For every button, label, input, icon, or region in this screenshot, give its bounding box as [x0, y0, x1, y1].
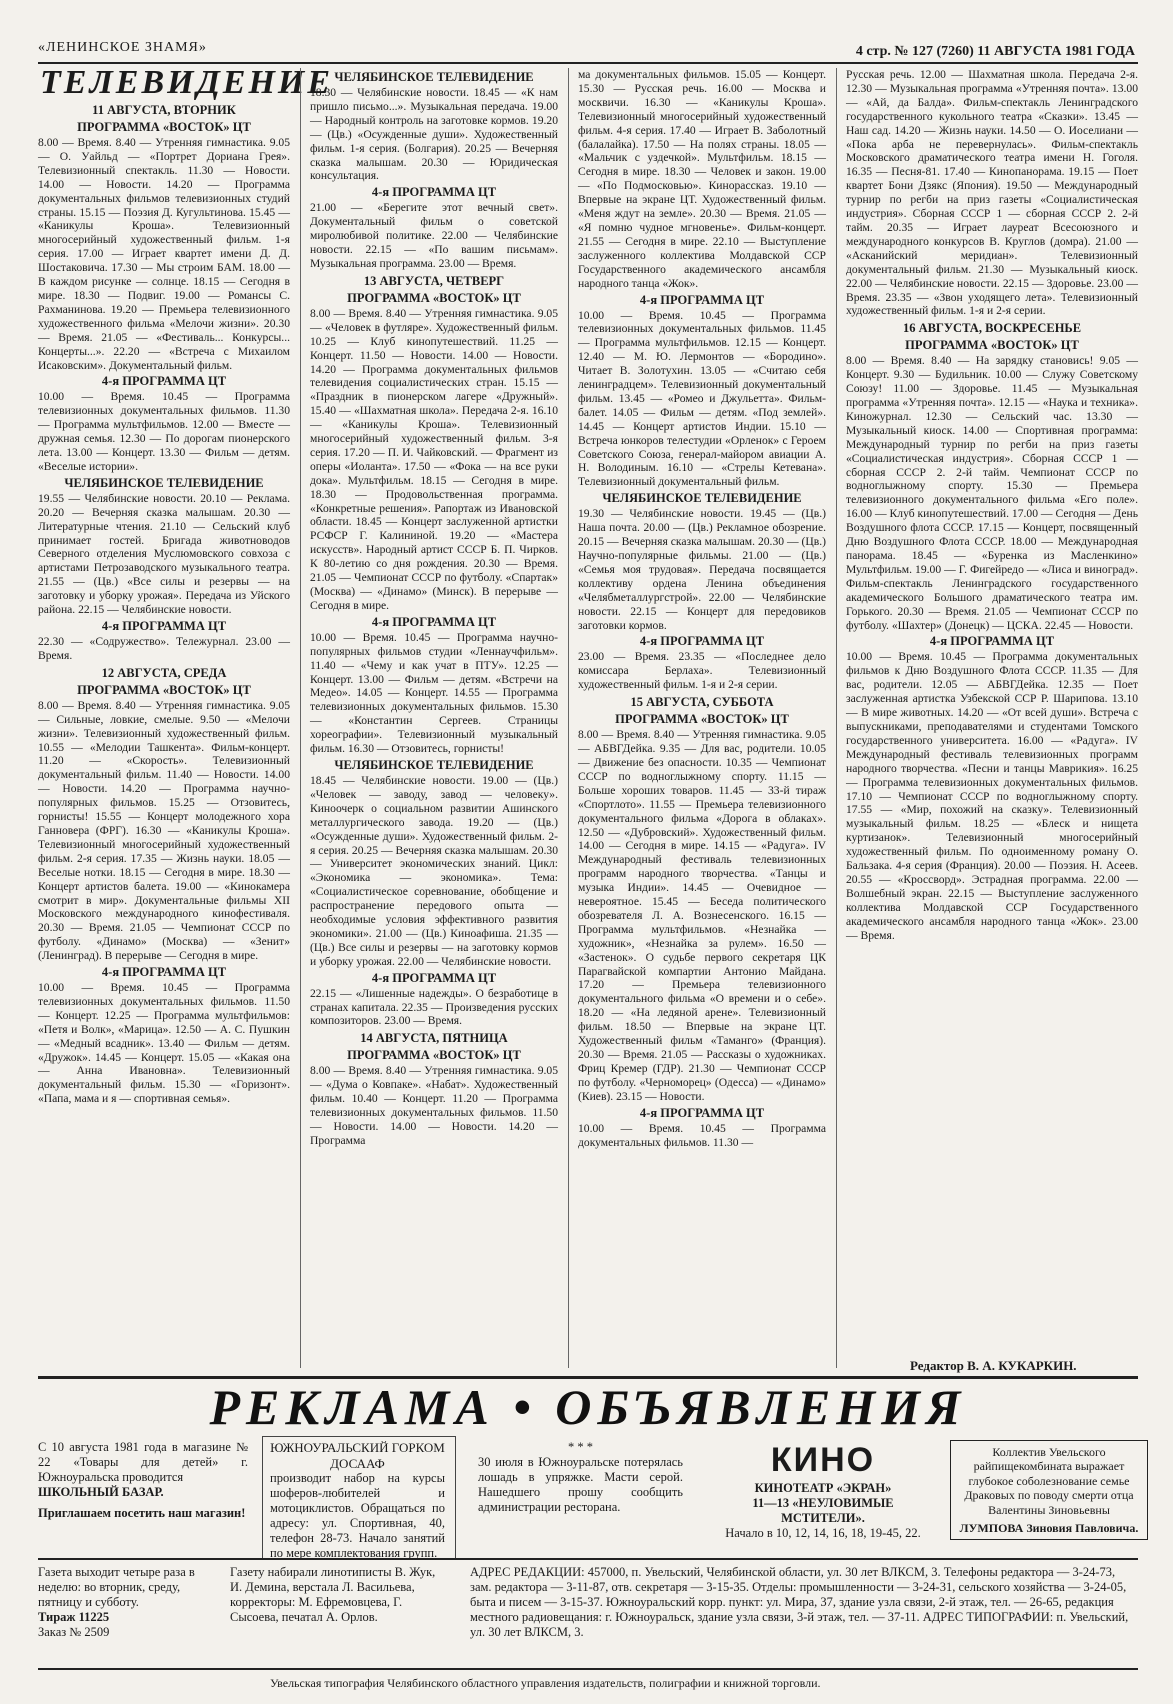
- program-heading: 4-я ПРОГРАММА ЦТ: [639, 1105, 765, 1120]
- issue-line: 4 стр. № 127 (7260) 11 АВГУСТА 1981 ГОДА: [855, 44, 1135, 59]
- ad-name: ЛУМПОВА Зиновия Павловича.: [959, 1520, 1139, 1535]
- ad-invite: Приглашаем посетить наш магазин!: [38, 1506, 246, 1520]
- program-heading: ПРОГРАММА «ВОСТОК» ЦТ: [77, 120, 251, 134]
- schedule-text: Русская речь. 12.00 — Шахматная школа. Передача 2-я. 12.30 — Музыкальная программа «Утренняя почта». 13.00 — «Ай, да Балда». Фильм-спектакль Ленинградского государственного кукольного театра «Сказки». 13.45 — Наш сад. 14.20 — Жизнь науки. 14.50 — О. Иоселиани — «Пока арба не перевернулась». Фильм-спектакль Московского драматического театра имени Н. Гоголя. 16.35 — Песня-81. 17.40 — Кинопанорама. 19.15 — Поет квартет Бони Дзякс (Япония). 19.50 — Международный турнир по регби на приз газеты «Социалистическая индустрия». Сборная СССР 1 — сборная СССР 2. 2-й тайм. 20.35 — Играет лауреат Всесоюзного и международного конкурсов В. Круглов (домра). 21.00 — «Асканийский меридиан». Телевизионный документальный фильм. 21.30 — Музыкальный киоск. 22.00 — Челябинские новости. 22.15 — Здоровье. 23.00 — Время. 23.35 — «Звон уходящего лета». Телевизионный художественный фильм. 1-я и 2-я серии.: [846, 68, 1138, 318]
- column-4: [846, 68, 1138, 942]
- ad-dosaaf: [270, 1440, 445, 1561]
- footer-rule: [38, 1558, 1138, 1560]
- schedule-text: 10.00 — Время. 10.45 — Программа документальных фильмов к Дню Воздушного Флота СССР. 11.35 — Для вас, родители. 12.05 — АБВГДейка. 12.35 — Поет заслуженная артистка Узбекской ССР Р. Шарипова. 13.10 — В мире животных. 14.20 — «От всей души». Встреча с выпускниками, преподавателями и студентами Томского государственного университета. 16.00 — «Радуга». IV Международный фестиваль телевизионных программ народного творчества. «Песни и танцы Маврикия». 16.25 — Программа телевизионных документальных фильмов. 17.10 — Чемпионат СССР по водноглыжному спорту. 17.55 — «Мир, похожий на сказку». Телевизионный музыкальный фильм. 18.25 — «Блеск и нищета куртизанок». Телевизионный многосерийный художественный фильм. По одноименному роману О. Бальзака. 4-я серия (Франция). 20.00 — Поэзия. Н. Асеев. 20.55 — «Кроссворд». Эстрадная программа. 22.00 — Волшебный экран. 22.15 — Выступление заслуженного коллектива Молдавской ССР Государственного академического ансамбля народного танца «Жок». 23.00 — Время.: [846, 650, 1138, 942]
- ad-text: С 10 августа 1981 года в магазине № 22 «Товары для детей» г. Южноуральска проводится: [38, 1440, 248, 1484]
- footer-circulation: Тираж 11225: [38, 1610, 110, 1624]
- program-heading: ПРОГРАММА «ВОСТОК» ЦТ: [77, 682, 251, 697]
- bottom-rule: [38, 1668, 1138, 1670]
- column-divider: [300, 68, 301, 1368]
- program-heading: ПРОГРАММА «ВОСТОК» ЦТ: [615, 712, 789, 727]
- schedule-text: 10.00 — Время. 10.45 — Программа телевизионных документальных фильмов. 11.45 — Программа мультфильмов. 12.15 — Концерт. 12.40 — М. Ю. Лермонтов — «Бородино». Читает В. Золотухин. 13.05 — «Считаю себя ленинградцем». Телевизионный документальный фильм. 13.45 — «Ромео и Джульетта». Фильм-балет. 14.05 — Фильм — детям. «Под землей». 14.45 — Концерт артистов Индии. 15.10 — Встреча юнкоров телестудии «Орленок» с Героем Советского Союза, генерал-майором авиации А. Н. Володиным. 16.10 — «Стрелы Кетевана». Телевизионный документальный фильм.: [578, 308, 826, 489]
- program-heading: 4-я ПРОГРАММА ЦТ: [371, 185, 497, 200]
- schedule-text: 8.00 — Время. 8.40 — Утренняя гимнастика. 9.05 — Сильные, ловкие, смелые. 9.50 — «Мелочи жизни». Телевизионный художественный фильм. 10.55 — «Мелодии Ташкента». Фильм-концерт. 11.20 — «Скорость». Телевизионный документальный фильм. 11.40 — Новости. 14.00 — Новости. 14.20 — Программа научно-популярных фильмов. 15.25 — Отзовитесь, горнисты! 15.55 — Концерт молодежного хора Ганновера (ФРГ). 16.30 — «Каникулы Кроша». Телевизионный многосерийный художественный фильм. 2-я серия. 17.35 — Жизнь науки. 18.05 — Веселые нотки. 18.15 — Сегодня в мире. 18.30 — Концерт артистов балета. 19.00 — «Кинокамера смотрит в мир». Документальные фильмы XII Московского международного кинофестиваля. 20.30 — Время. 21.05 — Чемпионат СССР по футболу. «Динамо» (Москва) — «Зенит» (Ленинград). В перерыве — Сегодня в мире.: [38, 698, 290, 963]
- schedule-text: 8.00 — Время. 8.40 — Утренняя гимнастика. 9.05 — О. Уайльд — «Портрет Дориана Грея». Телевизионный спектакль. 11.30 — Новости. 14.00 — Новости. 14.20 — Программа документальных фильмов телевизионных студий страны. 15.15 — Поэзия Д. Кугультинова. 15.45 — «Каникулы Кроша». Телевизионный многосерийный художественный фильм. 1-я серия. 17.00 — Играет квартет имени Д. Д. Шостаковича. 17.30 — Мы строим БАМ. 18.00 — В каждом рисунке — солнце. 18.15 — Сегодня в мире. 18.30 — Подвиг. 19.00 — Романсы С. Рахманинова. 19.20 — Премьера телевизионного художественного фильма «Мелочи жизни». 20.30 — Время. 21.05 — «Фестиваль... Конкурсы... Концерты...». 22.20 — «Встреча с Михаилом Исаковским». Документальный фильм.: [38, 136, 290, 372]
- ad-text: производит набор на курсы шоферов-любителей и мотоциклистов. Обращаться по адресу: ул. Спортивная, 40, телефон 28-73. Начало занятий по мере комплектования групп.: [270, 1471, 445, 1561]
- schedule-text: 10.00 — Время. 10.45 — Программа телевизионных документальных фильмов. 11.30 — Программа мультфильмов. 12.00 — Вместе — дружная семья. 12.30 — По дорогам пионерского лета. 13.00 — Концерт. 13.30 — Фильм — детям. «Веселые истории».: [38, 390, 290, 473]
- schedule-text: 8.00 — Время. 8.40 — На зарядку становись! 9.05 — Концерт. 9.30 — Будильник. 10.00 — Служу Советскому Союзу! 11.00 — Здоровье. 11.45 — Музыкальная программа «Утренняя почта». 12.15 — «Наука и техника». Киножурнал. 12.30 — Сельский час. 13.30 — Музыкальный киоск. 14.00 — Спортивная программа: Международный турнир по регби на приз газеты «Социалистическая индустрия». Сборная СССР 1 — сборная СССР 2. 2-й тайм. Чемпионат СССР по водноглыжному спорту. 15.30 — Премьера телевизионного документального фильма «Его поле». 16.00 — Клуб кинопутешествий. 17.00 — Сегодня — День Воздушного флота СССР. 17.15 — Концерт, посвященный Дню Воздушного Флота СССР. 18.00 — Международная панорама. 18.45 — «Буренка из Масленкино» Мультфильм. 19.00 — Г. Фигейредо — «Лиса и виноград». Фильм-спектакль Ленинградского государственного академического Большого драматического театра им. Горького. 20.30 — Время. 21.05 — Чемпионат СССР по футболу. «Шахтер» (Донецк) — ЦСКА. 22.45 — Новости.: [846, 354, 1138, 632]
- ad-heading: ЮЖНОУРАЛЬСКИЙ ГОРКОМ ДОСААФ: [270, 1440, 445, 1471]
- schedule-text: ма документальных фильмов. 15.05 — Концерт. 15.30 — Русская речь. 16.00 — Москва и москвичи. 16.30 — «Каникулы Кроша». Телевизионный многосерийный художественный фильм. 4-я серия. 17.40 — Играет В. Заболотный (балалайка). 17.50 — На полях страны. 18.05 — «Мальчик с уздечкой». Мультфильм. 18.15 — Сегодня в мире. 18.30 — Человек и закон. 19.00 — «По Подмосковью». Кинорассказ. 19.10 — Впервые на экране ЦТ. Художественный фильм. «Меня ждут на земле». 20.30 — Время. 21.05 — «Я помню чудное мгновенье». Фильм-концерт. 21.55 — Сегодня в мире. 22.10 — Выступление заслуженного коллектива Молдавской ССР Государственного академического ансамбля народного танца «Жок».: [578, 68, 826, 290]
- schedule-text: 19.30 — Челябинские новости. 19.45 — (Цв.) Наша почта. 20.00 — (Цв.) Рекламное обозрение. 20.15 — Вечерняя сказка малышам. 20.30 — (Цв.) Научно-популярные фильмы. 21.00 — (Цв.) «Семья моя трудовая». Передача посвящается коллективу ордена Ленина объединения «Челябметаллургстрой». 22.00 — Челябинские новости. 22.15 — Концерт для передовиков заготовки кормов.: [578, 507, 826, 632]
- ad-highlight: ШКОЛЬНЫЙ БАЗАР.: [38, 1485, 164, 1499]
- schedule-text: 18.30 — Челябинские новости. 18.45 — «К нам пришло письмо...». Музыкальная передача. 19.00 — Народный контроль на заготовке кормов. 19.20 — (Цв.) «Осужденные души». Художественный фильм. 1-я серия. (Болгария). 20.25 — Вечерняя сказка малышам. 20.30 — Юридическая консультация.: [310, 86, 558, 183]
- program-heading: ПРОГРАММА «ВОСТОК» ЦТ: [347, 1048, 521, 1063]
- editor-signature: Редактор В. А. КУКАРКИН.: [910, 1358, 1077, 1373]
- schedule-text: 22.30 — «Содружество». Тележурнал. 23.00 — Время.: [38, 635, 290, 662]
- program-heading: ЧЕЛЯБИНСКОЕ ТЕЛЕВИДЕНИЕ: [334, 70, 534, 84]
- schedule-text: 10.00 — Время. 10.45 — Программа научно-популярных фильмов студии «Леннаучфильм». 11.40 — «Чему и как учат в ПТУ». 12.25 — Концерт. 13.00 — Фильм — детям. «Встречи на Медео». 14.05 — Концерт. 14.55 — Программа телевизионных документальных фильмов. 15.30 — «Константин Сергеев. Страницы хореографии». Телевизионный музыкальный фильм. 16.30 — Отзовитесь, горнисты!: [310, 630, 558, 756]
- schedule-text: 8.00 — Время. 8.40 — Утренняя гимнастика. 9.05 — АБВГДейка. 9.35 — Для вас, родители. 10.05 — Движение без опасности. 10.35 — Чемпионат СССР по водноглыжному спорту. 11.15 — Больше хороших товаров. 11.45 — 33-й тираж «Спортлото». 11.55 — Премьера телевизионного документального фильма «Дорога в облаках». 12.50 — «Дубровский». Художественный фильм. 14.00 — Сегодня в мире. 14.15 — «Радуга». IV Международный фестиваль телевизионных программ народного творчества. «Танцы и музыка Индии». 14.45 — Очевидное — невероятное. 15.45 — Беседа политического обозревателя Л. А. Вознесенского. 16.15 — Программа мультфильмов. «Незнайка — художник», «Незнайка за рулем». 16.50 — «Застенок». О судьбе первого секретаря ЦК Парагвайской компартии Антонио Майдана. 17.20 — Премьера телевизионного документального фильма «О времени и о себе». 18.20 — «На ледяной арене». Телевизионный фильм. 18.50 — Впервые на экране ЦТ. Художественный фильм «Таманго» (Франция). 20.30 — Время. 21.05 — Рассказы о художниках. Фриц Кремер (ГДР). 21.30 — Чемпионат СССР по футболу. «Черноморец» (Одесса) — «Динамо» (Киев). 23.15 — Новости.: [578, 728, 826, 1103]
- program-heading: 4-я ПРОГРАММА ЦТ: [101, 619, 227, 633]
- program-heading: ЧЕЛЯБИНСКОЕ ТЕЛЕВИДЕНИЕ: [334, 757, 534, 772]
- ad-cinema-title: КИНО: [770, 1441, 876, 1479]
- ad-text: Коллектив Увельского райпищекомбината выражает глубокое соболезнование семье Драковых по поводу смерти отца Валентины Зиновьевны: [964, 1445, 1134, 1517]
- ad-school-bazaar: [38, 1440, 248, 1521]
- program-heading: 4-я ПРОГРАММА ЦТ: [371, 970, 497, 985]
- footer-staff: Газету набирали линотиписты В. Жук, И. Демина, верстала Л. Васильева, корректоры: М. Ефремовцева, Г. Сысоева, печатал А. Орлов.: [230, 1565, 436, 1624]
- ad-lost-horse: [478, 1440, 683, 1515]
- schedule-text: 22.15 — «Лишенные надежды». О безработице в странах капитала. 22.35 — Произведения русских композиторов. 23.00 — Время.: [310, 986, 558, 1028]
- column-2: [310, 68, 558, 1148]
- day-heading: 13 АВГУСТА, ЧЕТВЕРГ: [363, 273, 505, 288]
- footer-address: АДРЕС РЕДАКЦИИ: 457000, п. Увельский, Челябинской области, ул. 30 лет ВЛКСМ, 3. Телефоны редактора — 3-24-73, зам. редактора — 3-11-87, отв. секретаря — 3-15-35. Отделы: промышленности — 3-24-31, сельского хозяйства — 3-24-05, быта и писем — 3-15-37. Южноуральский корр. пункт: ул. Мира, 37, здание узла связи, 2-й этаж, тел. — 26-65, редакция местного радиовещания: г. Южноуральск, здание узла связи, 3-й этаж, тел. — 37-11. АДРЕС ТИПОГРАФИИ: п. Увельский, ул. 30 лет ВЛКСМ, 3.: [470, 1565, 1129, 1639]
- program-heading: ЧЕЛЯБИНСКОЕ ТЕЛЕВИДЕНИЕ: [602, 491, 802, 506]
- ad-separator: * * *: [568, 1440, 593, 1454]
- masthead: «ЛЕНИНСКОЕ ЗНАМЯ»: [38, 40, 207, 55]
- ad-text: 30 июля в Южноуральске потерялась лошадь в упряжке. Масти серой. Нашедшего прошу сообщить администрации ресторана.: [478, 1455, 683, 1514]
- program-heading: 4-я ПРОГРАММА ЦТ: [371, 614, 497, 629]
- schedule-text: 10.00 — Время. 10.45 — Программа документальных фильмов. 11.30 —: [578, 1121, 826, 1149]
- program-heading: 4-я ПРОГРАММА ЦТ: [639, 634, 765, 649]
- column-divider: [568, 68, 569, 1368]
- ad-cinema-theater: КИНОТЕАТР «ЭКРАН»: [754, 1480, 892, 1495]
- ad-condolence: [950, 1440, 1148, 1540]
- footer-order: Заказ № 2509: [38, 1625, 110, 1639]
- ads-section-title: РЕКЛАМА • ОБЪЯВЛЕНИЯ: [209, 1379, 967, 1435]
- day-heading: 11 АВГУСТА, ВТОРНИК: [92, 103, 236, 117]
- schedule-text: 21.00 — «Берегите этот вечный свет». Документальный фильм о советской миролюбивой политике. 22.00 — Челябинские новости. 22.15 — «По вашим письмам». Музыкальная программа. 23.00 — Время.: [310, 201, 558, 270]
- schedule-text: 10.00 — Время. 10.45 — Программа телевизионных документальных фильмов. 11.50 — Концерт. 12.25 — Программа мультфильмов: «Петя и Волк», «Марица». 12.50 — А. С. Пушкин — «Медный всадник». 13.40 — Фильм — детям. «Дружок». 14.45 — Концерт. 15.05 — «Какая она — Анна Ивановна». Телевизионный документальный фильм. 15.30 — «Горизонт». «Папа, мама и я — спортивная семья».: [38, 981, 290, 1106]
- day-heading: 14 АВГУСТА, ПЯТНИЦА: [360, 1031, 508, 1046]
- tv-section-title: ТЕЛЕВИДЕНИЕ: [40, 64, 334, 101]
- schedule-text: 23.00 — Время. 23.35 — «Последнее дело комиссара Берлаха». Телевизионный художественный фильм. 1-я и 2-я серии.: [578, 650, 826, 692]
- ad-cinema-times: Начало в 10, 12, 14, 16, 18, 19-45, 22.: [725, 1525, 921, 1540]
- program-heading: 4-я ПРОГРАММА ЦТ: [101, 965, 227, 980]
- program-heading: 4-я ПРОГРАММА ЦТ: [101, 374, 227, 389]
- footer-frequency: [38, 1565, 213, 1640]
- printer-line: Увельская типография Челябинского областного управления издательств, полиграфии и книжной торговли.: [270, 1676, 821, 1690]
- column-1: [38, 100, 290, 1106]
- program-heading: ПРОГРАММА «ВОСТОК» ЦТ: [905, 338, 1079, 353]
- schedule-text: 8.00 — Время. 8.40 — Утренняя гимнастика. 9.05 — «Человек в футляре». Художественный фильм. 10.25 — Клуб кинопутешествий. 11.25 — Концерт. 11.50 — Новости. 14.00 — Новости. 14.20 — Программа документальных фильмов телевидения социалистических стран. 15.15 — «Праздник в пионерском лагере «Дружный». 15.40 — «Шахматная школа». Передача 2-я. 16.10 — «Каникулы Кроша». Телевизионный многосерийный художественный фильм. 3-я серия. 17.20 — П. И. Чайковский. — Фрагмент из оперы «Иоланта». 17.50 — «Фока — на все руки дока». Мультфильм. 18.15 — Сегодня в мире. 18.30 — Продовольственная программа. «Конкретные решения». Рапортаж из Ивановской области. 18.45 — Концерт заслуженной артистки РСФСР Г. Калининой. 19.20 — «Мастера искусств». Народный артист СССР Б. П. Чирков. К 80-летию со дня рождения. 20.30 — Время. 21.05 — Чемпионат СССР по футболу. «Спартак» (Москва) — «Динамо» (Минск). В перерыве — Сегодня в мире.: [310, 306, 558, 612]
- day-heading: 15 АВГУСТА, СУББОТА: [630, 695, 774, 710]
- day-heading: 12 АВГУСТА, СРЕДА: [101, 665, 227, 680]
- schedule-text: 19.55 — Челябинские новости. 20.10 — Реклама. 20.20 — Вечерняя сказка малышам. 20.30 — Литературные чтения. 21.10 — Сельский клуб принимает гостей. Бригада животноводов Северного отделения Муслюмовского совхоза с артистами Петрозаводского музыкального театра. 21.55 — (Цв.) «Все силы и резервы — на заготовку и уборку урожая». Передача из Уйского района. 22.15 — Челябинские новости.: [38, 491, 290, 617]
- ad-cinema-movie: 11—13 «НЕУЛОВИМЫЕ МСТИТЕЛИ».: [752, 1495, 894, 1525]
- column-3: [578, 68, 826, 1149]
- program-heading: ПРОГРАММА «ВОСТОК» ЦТ: [347, 290, 521, 305]
- program-heading: ЧЕЛЯБИНСКОЕ ТЕЛЕВИДЕНИЕ: [64, 475, 264, 490]
- schedule-text: 18.45 — Челябинские новости. 19.00 — (Цв.) «Человек — заводу, завод — человеку». Киноочерк о социальном развитии Ашинского металлургического завода. 19.20 — (Цв.) «Осужденные души». Художественный фильм. 2-я серия. 20.25 — Вечерняя сказка малышам. 20.30 — Университет экономических знаний. Цикл: «Экономика — экономика». Тема: «Социалистическое соревнование, обобщение и распространение передового опыта — необходимые условия эффективного развития экономики». 21.00 — (Цв.) Киноафиша. 21.35 — (Цв.) Все силы и резервы — на заготовку кормов и уборку урожая. 22.00 — Челябинские новости.: [310, 773, 558, 968]
- program-heading: 4-я ПРОГРАММА ЦТ: [639, 292, 765, 307]
- program-heading: 4-я ПРОГРАММА ЦТ: [929, 634, 1055, 649]
- footer-text: Газета выходит четыре раза в неделю: во вторник, среду, пятницу и субботу.: [38, 1565, 195, 1609]
- schedule-text: 8.00 — Время. 8.40 — Утренняя гимнастика. 9.05 — «Дума о Ковпаке». «Набат». Художественный фильм. 10.40 — Концерт. 11.20 — Программа телевизионных документальных фильмов. 11.50 — Новости. 14.00 — Новости. 14.20 — Программа: [310, 1064, 558, 1147]
- day-heading: 16 АВГУСТА, ВОСКРЕСЕНЬЕ: [902, 321, 1082, 336]
- ad-cinema: [718, 1440, 928, 1541]
- column-divider: [836, 68, 837, 1368]
